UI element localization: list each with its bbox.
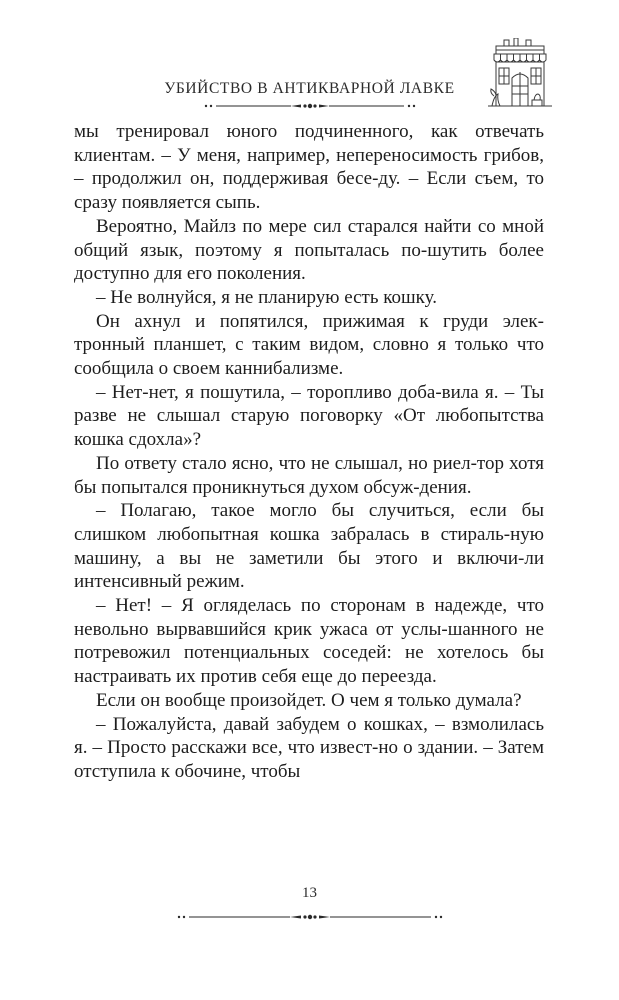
paragraph: Он ахнул и попятился, прижимая к груди элек-тронный планшет, с таким видом, словно я только что сообщила о своем каннибализме. — [74, 310, 544, 380]
antique-shop-illustration-icon — [488, 38, 552, 114]
paragraph: мы тренировал юного подчиненного, как отвечать клиентам. – У меня, например, непереносимость грибов, – продолжил он, поддерживая бесе-ду. – Если съем, то сразу появляется сыпь. — [74, 121, 544, 214]
paragraph: – Не волнуйся, я не планирую есть кошку. — [96, 286, 437, 308]
page-number: 13 — [302, 885, 317, 901]
dots-ornament-icon — [203, 96, 417, 115]
paragraph: Вероятно, Майлз по мере сил старался найти со мной общий язык, поэтому я попыталась по-шутить более доступно для его поколения. — [74, 215, 544, 285]
paragraph: Если он вообще произойдет. О чем я только думала? — [96, 689, 522, 711]
paragraph: По ответу стало ясно, что не слышал, но риел-тор хотя бы попытался проникнуться духом обсуж-дения. — [74, 452, 544, 498]
body-text — [74, 120, 544, 784]
dots-ornament-icon — [176, 907, 444, 926]
running-title: УБИЙСТВО В АНТИКВАРНОЙ ЛАВКЕ — [164, 80, 455, 97]
paragraph: – Нет! – Я огляделась по сторонам в надежде, что невольно вырвавшийся крик ужаса от услы-шанного не потревожил потенциальных соседей: не хотелось бы настраивать их против себя еще до переезда. — [74, 595, 544, 688]
paragraph: – Нет-нет, я пошутила, – торопливо доба-вила я. – Ты разве не слышал старую поговорку «От любопытства кошка сдохла»? — [74, 381, 544, 451]
paragraph: – Полагаю, такое могло бы случиться, если бы слишком любопытная кошка забралась в стираль-ную машину, а вы не заметили бы этого и включи-ли интенсивный режим. — [74, 500, 544, 593]
paragraph: – Пожалуйста, давай забудем о кошках, – взмолилась я. – Просто расскажи все, что извест-но о здании. – Затем отступила к обочине, чтобы — [74, 713, 544, 782]
